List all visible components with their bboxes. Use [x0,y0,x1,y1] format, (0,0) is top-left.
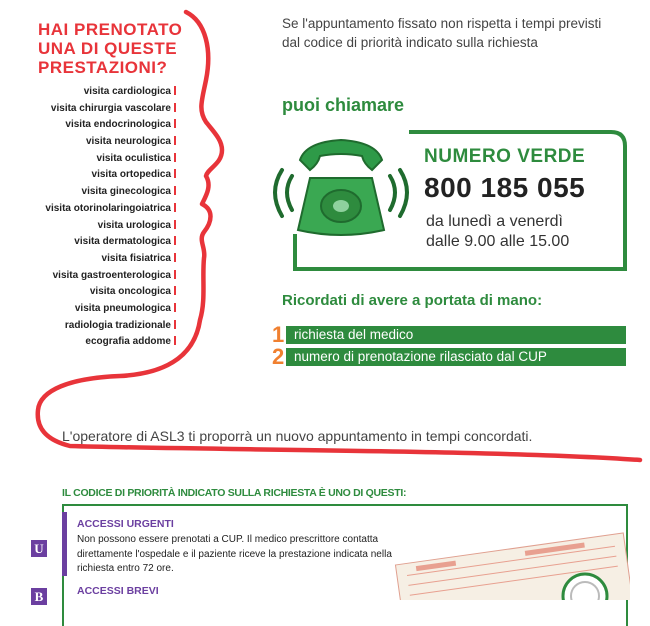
list-item: visita ginecologica [10,184,176,201]
telephone-icon [266,130,416,245]
list-item: visita oculistica [10,151,176,168]
list-item: radiologia tradizionale [10,318,176,335]
item-text: numero di prenotazione rilasciato dal CUP [286,348,626,366]
opening-hours [426,212,569,252]
list-item: visita cardiologica [10,84,176,101]
list-item: visita fisiatrica [10,251,176,268]
urgent-text: Non possono essere prenotati a CUP. Il medico prescrittore contatta direttamente l'ospedale e il paziente riceve la prestazione indicata nella richiesta entro 72 ore. [77,534,392,574]
reminder-heading: Ricordati di avere a portata di mano: [282,292,543,309]
list-item: visita pneumologica [10,301,176,318]
list-item: visita oncologica [10,284,176,301]
badge-b: B [31,588,47,605]
item-text: richiesta del medico [286,326,626,344]
list-item: visita gastroenterologica [10,268,176,285]
brief-title: ACCESSI BREVI [77,585,159,597]
list-item: ecografia addome [10,334,176,351]
priority-code-title: IL CODICE DI PRIORITÀ INDICATO SULLA RICHIESTA È UNO DI QUESTI: [62,487,407,499]
numero-verde-label: NUMERO VERDE [424,146,586,167]
list-item: visita urologica [10,218,176,235]
list-item: visita otorinolaringoiatrica [10,201,176,218]
urgent-accent-bar [62,512,67,576]
badge-u: U [31,540,47,557]
opening-time: dalle 9.00 alle 15.00 [426,233,570,250]
services-list [10,84,176,351]
intro-text: Se l'appuntamento fissato non rispetta i tempi previsti dal codice di priorità indicato sulla richiesta [282,16,602,50]
item-number: 1 [272,322,285,347]
call-heading: puoi chiamare [282,95,405,115]
prescription-form-illustration [380,530,630,600]
list-item: visita chirurgia vascolare [10,101,176,118]
reminder-item-1 [272,322,627,347]
item-number: 2 [272,344,285,369]
list-item: visita ortopedica [10,167,176,184]
operatore-text: L'operatore di ASL3 ti proporrà un nuovo appuntamento in tempi concordati. [62,428,533,444]
services-title: HAI PRENOTATO UNA DI QUESTE PRESTAZIONI? [38,20,183,77]
list-item: visita endocrinologica [10,117,176,134]
phone-number[interactable]: 800 185 055 [424,172,586,203]
list-item: visita dermatologica [10,234,176,251]
list-item: visita neurologica [10,134,176,151]
opening-days: da lunedì a venerdì [426,213,563,230]
urgent-title: ACCESSI URGENTI [77,518,174,530]
reminder-item-2 [272,344,627,369]
